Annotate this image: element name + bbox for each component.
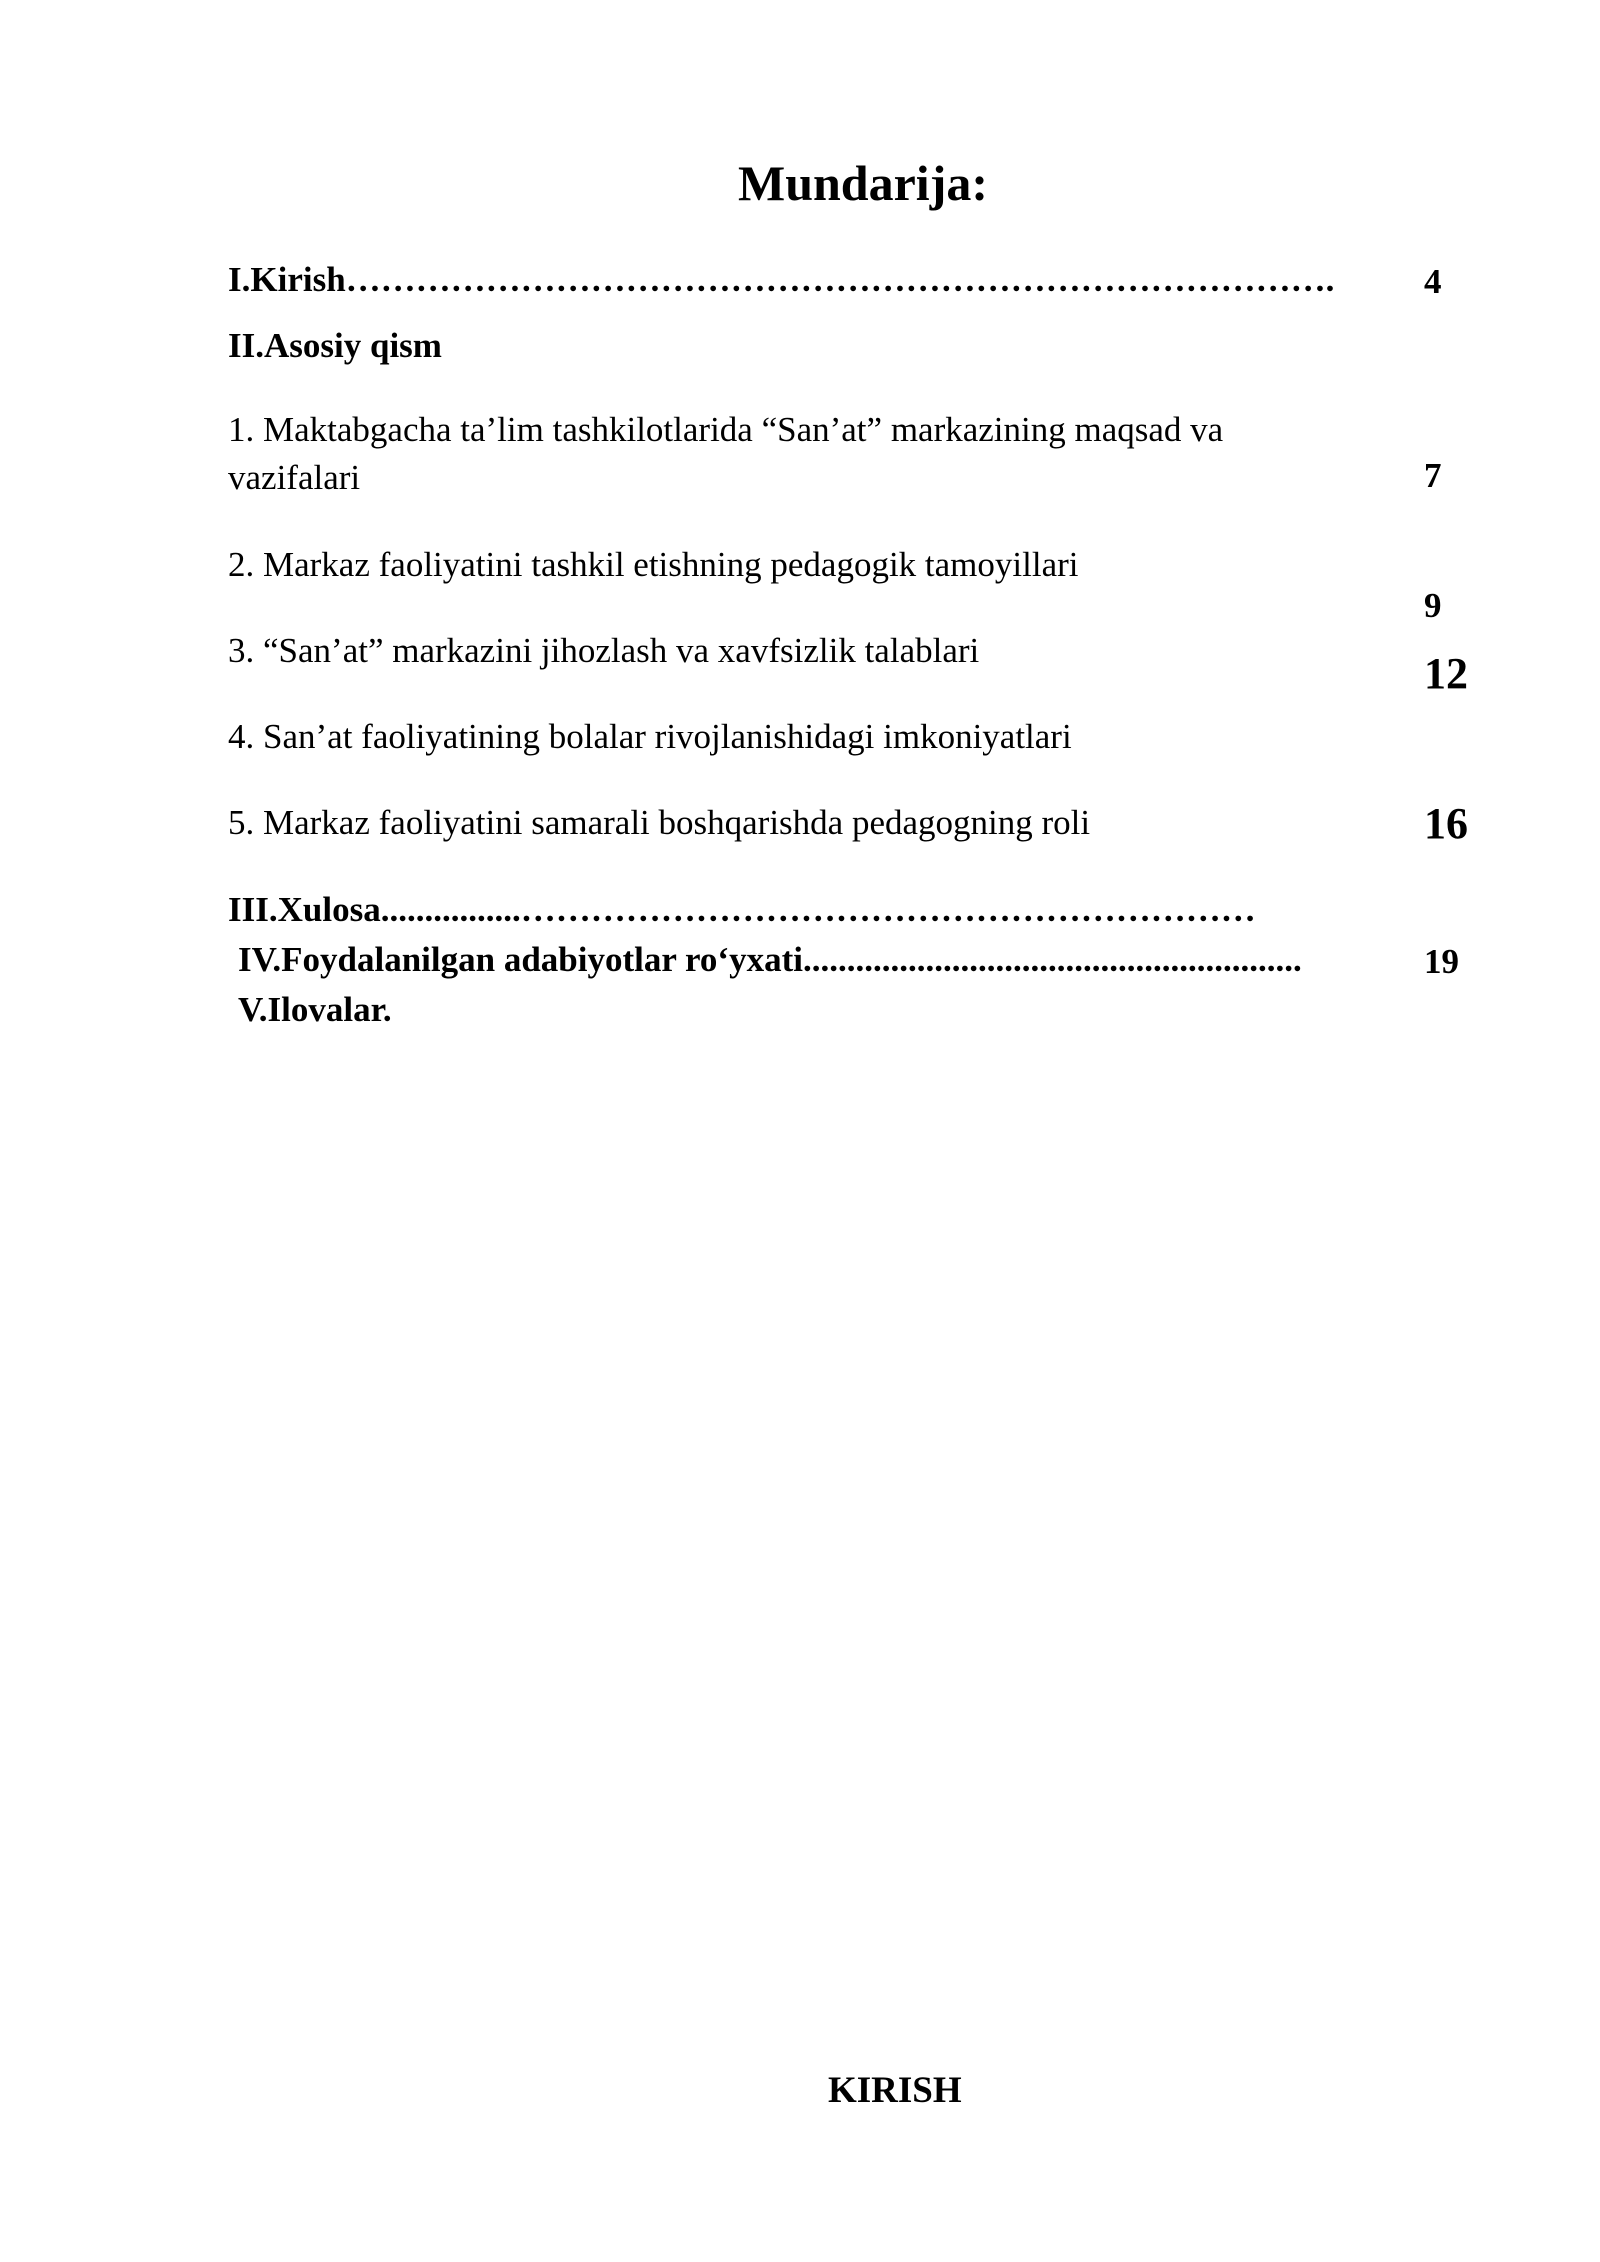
- toc-page-2: 9: [1424, 586, 1442, 625]
- section-heading-kirish: KIRISH: [828, 2070, 962, 2111]
- toc-page-kirish: 4: [1424, 262, 1442, 301]
- toc-entry-xulosa: III.Xulosa................………………………………………………………: [228, 890, 1256, 929]
- toc-page-5: 16: [1424, 799, 1468, 848]
- toc-entry-2: 2. Markaz faoliyatini tashkil etishning pedagogik tamoyillari: [228, 545, 1079, 584]
- toc-page-1: 7: [1424, 456, 1442, 495]
- toc-entry-adabiyotlar: IV.Foydalanilgan adabiyotlar ro‘yxati.........................................................: [238, 940, 1302, 979]
- toc-page-adabiyotlar: 19: [1424, 942, 1459, 981]
- toc-entry-5: 5. Markaz faoliyatini samarali boshqarishda pedagogning roli: [228, 803, 1091, 842]
- toc-page-3: 12: [1424, 649, 1468, 698]
- toc-title: Mundarija:: [738, 155, 988, 211]
- toc-entry-1: 1. Maktabgacha ta’lim tashkilotlarida “San’at” markazining maqsad va vazifalari: [228, 410, 1224, 497]
- toc-entry-kirish: I.Kirish………………………………………………………………………….: [228, 260, 1335, 299]
- toc-entry-3: 3. “San’at” markazini jihozlash va xavfsizlik talablari: [228, 631, 980, 670]
- toc-entry-ilovalar: V.Ilovalar.: [238, 990, 392, 1029]
- toc-entry-4: 4. San’at faoliyatining bolalar rivojlanishidagi imkoniyatlari: [228, 717, 1072, 756]
- toc-entry-asosiy-qism: II.Asosiy qism: [228, 326, 442, 365]
